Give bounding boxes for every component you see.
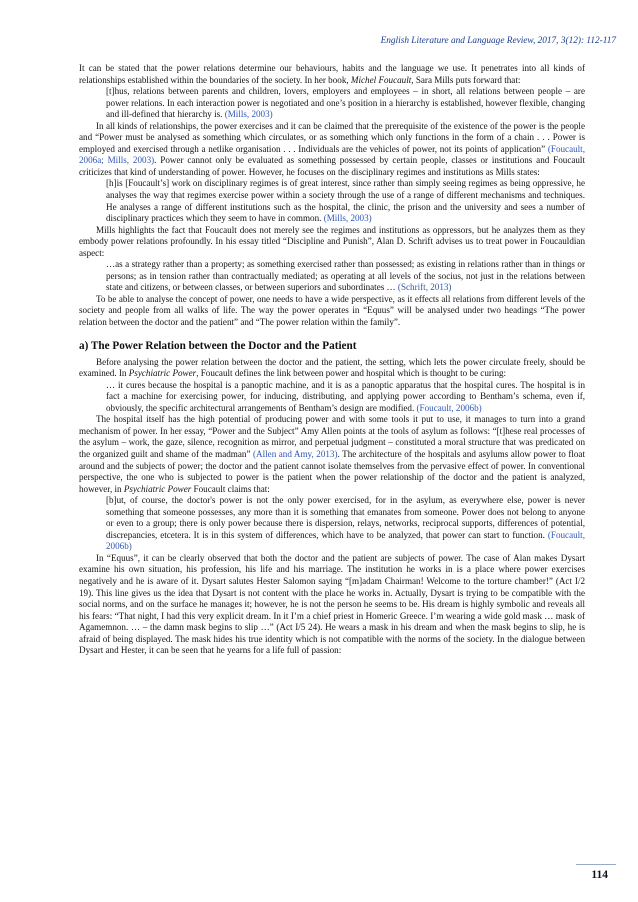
citation-link[interactable]: (Foucault, 2006b) xyxy=(416,402,482,413)
paragraph-1: It can be stated that the power relations determine our behaviours, habits and the language we use. It penetrates into all kinds of relationships established within the boundaries of the society. In her book, Michel Foucault, Sara Mills puts forward that: xyxy=(79,63,585,85)
citation-link[interactable]: (Foucault, 2006a; Mills, 2003) xyxy=(79,143,585,166)
block-quote-5: [b]ut, of course, the doctor's power is not the only power exercised, for in the asylum, as everywhere else, power is never something that someone possesses, any more than it is something that emanates from someone. Power does not belong to anyone or even to a group; there is only power because there is dispersion, relays, networks, reciprocal supports, differences of potential, discrepancies, etcetera. It is in this system of differences, which have to be analyzed, that power can start to function. (Foucault, 2006b) xyxy=(106,495,585,552)
journal-title: English Literature and Language Review xyxy=(380,36,533,46)
article-body xyxy=(79,63,585,657)
paragraph-3: Mills highlights the fact that Foucault does not merely see the regimes and institutions as oppressors, but he analyzes them as they embody power relations profoundly. In his essay titled “Discipline and Punish”, Alan D. Schrift advises us to treat power in Foucauldian aspect: xyxy=(79,224,585,258)
block-quote-3: …as a strategy rather than a property; as something exercised rather than possessed; as existing in relations rather than in things or persons; as in tension rather than contractually mediated; as operating at all levels of the socius, not just in the relations between state and citizens, or between classes, or between superiors and subordinates … (Schrift, 2013) xyxy=(106,259,585,293)
section-heading: a) The Power Relation between the Doctor and the Patient xyxy=(79,339,357,352)
citation-link[interactable]: (Schrift, 2013) xyxy=(397,282,452,293)
citation-link[interactable]: (Mills, 2003) xyxy=(224,109,273,120)
journal-citation: , 2017, 3(12): 112-117 xyxy=(532,36,616,46)
paragraph-5: Before analysing the power relation between the doctor and the patient, the setting, which lets the power circulate freely, should be examined. In Psychiatric Power, Foucault defines the link between power and hospital which is thought to be curing: xyxy=(79,356,585,379)
paragraph-7: In “Equus”, it can be clearly observed that both the doctor and the patient are subjects of power. The case of Alan makes Dysart examine his own situation, his profession, his life and his marriage. The institution he works in is a place where power exercises negatively and he is aware of it. Dysart salutes Hester Salomon saying “[m]adam Chairman! Welcome to the torture chamber!” (Act I/2 19). This line gives us the idea that Dysart is not content with the place he works in. Actually, Dysart is trying to be compatible with the social norms, and on the surface he manages it; however, he is not the person he seems to be. His dream is highly symbolic and reveals all his fears: “That night, I had this very explicit dream. In it I’m a chief priest in Homeric Greece. I’m wearing a wide gold mask … mask of Agamemnon. … – the damn mask begins to slip …” (Act I/5 24). He wears a mask in his dream and when the mask begins to slip, he is afraid of being displayed. The mask hides his true identity which is not compatible with the norms of the society. In the dialogue between Dysart and Hester, it can be seen that he yearns for a life full of passion: xyxy=(79,552,585,656)
paragraph-4: To be able to analyse the concept of power, one needs to have a wide perspective, as it effects all relations from different levels of the society and people from all walks of life. The way the power operates in “Equus” will be analysed under two headings “The power relation between the doctor and the patient” and “The power relation within the family”. xyxy=(79,293,585,328)
citation-link[interactable]: (Allen and Amy, 2013) xyxy=(253,448,338,459)
paragraph-6: The hospital itself has the high potential of producing power and with some tools it put to use, it manages to turn into a grand mechanism of power. In her essay, “Power and the Subject” Amy Allen points at the tools of asylum as follows: “[t]hese real processes of the asylum – work, the gaze, silence, recognition as mirror, and perpetual judgment – constituted a moral structure that was predicated on the organized guilt and shame of the madman” (Allen and Amy, 2013). The architecture of the hospitals and asylums allow power to float around and the subjects of power; the doctor and the patient cannot isolate themselves from the pervasive effect of power. In conventional perspective, the one who is subjected to power is the patient when the power relationship of the doctor and the patient is analyzed, however, in Psychiatric Power Foucault claims that: xyxy=(79,414,585,494)
running-header xyxy=(381,36,616,46)
page-number-rule xyxy=(576,864,616,865)
page-number: 114 xyxy=(591,869,608,881)
block-quote-2: [h]is [Foucault’s] work on disciplinary regimes is of great interest, since rather than simply seeing regimes as being oppressive, he analyses the way that regimes exercise power within a society through the use of a range of different mechanisms and techniques. He analyses a range of different institutions such as the hospital, the clinic, the prison and the university and sees a number of disciplinary practices which they seem to have in common. (Mills, 2003) xyxy=(106,178,585,224)
citation-link[interactable]: (Mills, 2003) xyxy=(323,213,372,224)
block-quote-1: [t]hus, relations between parents and children, lovers, employers and employees – in short, all relations between people – are power relations. In each interaction power is negotiated and one’s position in a hierarchy is established, however flexible, changing and ill-defined that hierarchy is. (Mills, 2003) xyxy=(106,86,585,120)
citation-link[interactable]: (Foucault, 2006b) xyxy=(106,529,585,552)
paragraph-2: In all kinds of relationships, the power exercises and it can be claimed that the prerequisite of the existence of the power is the people and “Power must be analysed as something which circulates, or as something which only functions in the form of a chain . . . Power is employed and exercised through a netlike organisation . . . Individuals are the vehicles of power, not its points of application” (Foucault, 2006a; Mills, 2003). Power cannot only be evaluated as something possessed by certain people, classes or institutions and Foucault criticizes that kind of understanding of power. However, he focuses on the disciplinary regimes and institutions as Mills states: xyxy=(79,120,585,177)
block-quote-4: … it cures because the hospital is a panoptic machine, and it is as a panoptic apparatus that the hospital cures. The hospital is in fact a machine for exercising power, for inducing, distributing, and applying power according to Bentham’s schema, even if, obviously, the specific architectural arrangements of Bentham’s design are modified. (Foucault, 2006b) xyxy=(106,379,585,413)
